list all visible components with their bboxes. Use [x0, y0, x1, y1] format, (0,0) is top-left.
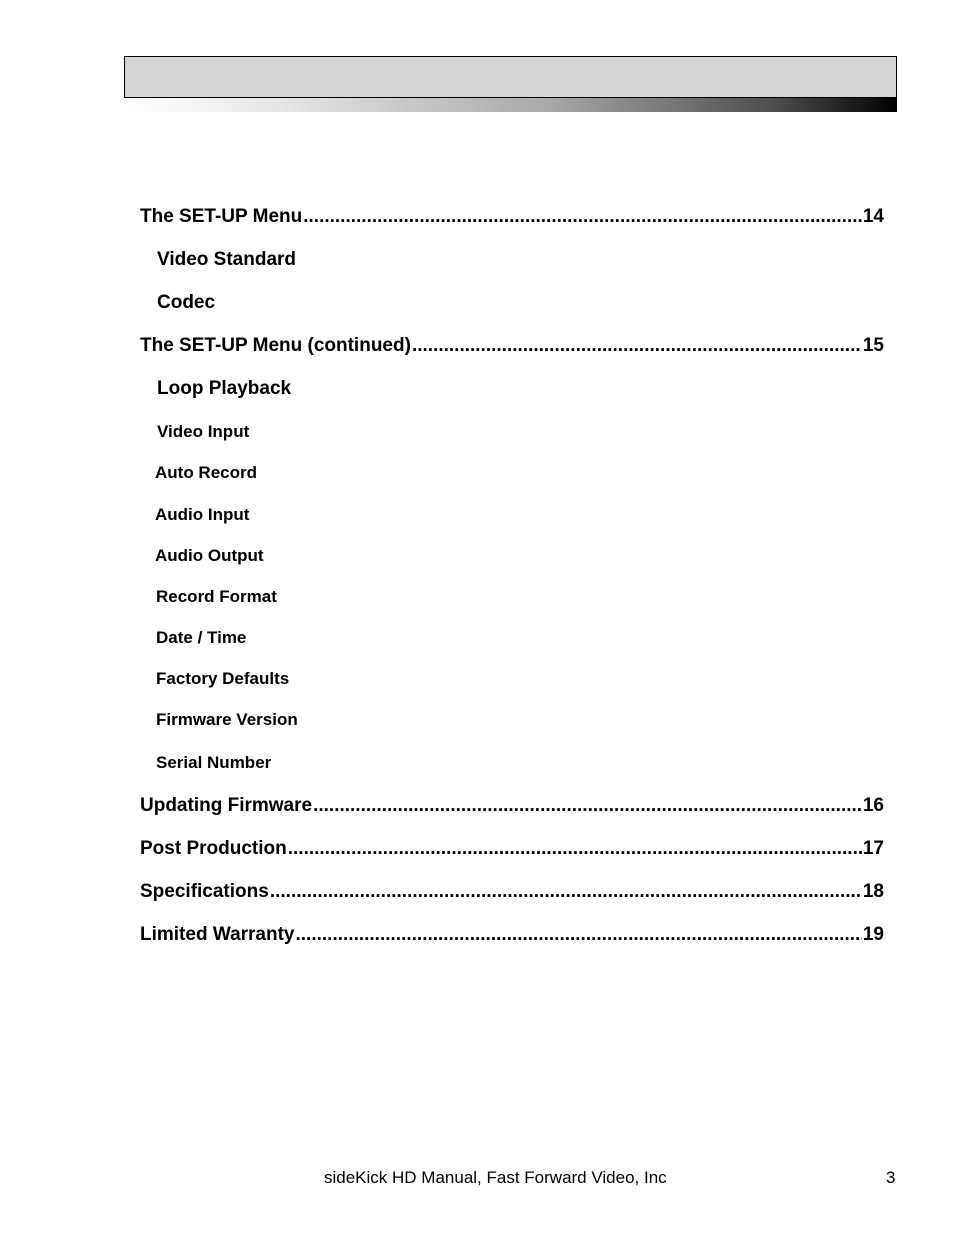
toc-dot-leader: [270, 882, 862, 901]
toc-entry-set-up-menu-continued: [140, 336, 884, 355]
toc-subentry-loop-playback: Loop Playback: [157, 378, 292, 399]
toc-subentry-codec: Codec: [157, 292, 216, 313]
toc-dot-leader: [288, 839, 862, 858]
toc-subentry-serial-number: Serial Number: [156, 753, 272, 772]
toc-dot-leader: [313, 796, 862, 815]
toc-subentry-factory-defaults: Factory Defaults: [156, 669, 290, 688]
header-gradient-rule: [124, 98, 897, 112]
header-box: [124, 56, 897, 98]
toc-subentry-audio-output: Audio Output: [155, 546, 264, 565]
toc-entry-title: The SET-UP Menu: [140, 206, 303, 227]
toc-page-number: 17: [862, 838, 884, 859]
page-number: 3: [886, 1168, 896, 1187]
toc-entry-specifications: [140, 882, 884, 901]
toc-subentry-firmware-version: Firmware Version: [156, 710, 298, 729]
toc-entry-title: Limited Warranty: [140, 924, 295, 945]
toc-page-number: 15: [862, 335, 884, 356]
toc-entry-set-up-menu: [140, 207, 884, 226]
toc-page-number: 18: [862, 881, 884, 902]
toc-entry-title: Specifications: [140, 881, 269, 902]
toc-entry-post-production: [140, 839, 884, 858]
toc-subentry-video-input: Video Input: [157, 422, 250, 441]
toc-dot-leader: [412, 336, 862, 355]
toc-entry-title: Updating Firmware: [140, 795, 313, 816]
toc-subentry-video-standard: Video Standard: [157, 249, 297, 270]
toc-entry-title: Post Production: [140, 838, 287, 859]
toc-entry-updating-firmware: [140, 796, 884, 815]
toc-page-number: 16: [862, 795, 884, 816]
toc-subentry-record-format: Record Format: [156, 587, 277, 606]
toc-entry-limited-warranty: [140, 925, 884, 944]
toc-page-number: 19: [862, 924, 884, 945]
footer-text: sideKick HD Manual, Fast Forward Video, Inc: [324, 1168, 667, 1187]
toc-dot-leader: [303, 207, 862, 226]
toc-subentry-date-time: Date / Time: [156, 628, 247, 647]
toc-dot-leader: [296, 925, 862, 944]
toc-subentry-auto-record: Auto Record: [155, 463, 257, 482]
toc-entry-title: The SET-UP Menu (continued): [140, 335, 411, 356]
toc-page-number: 14: [862, 206, 884, 227]
toc-subentry-audio-input: Audio Input: [155, 505, 250, 524]
header-bar: [124, 56, 897, 112]
